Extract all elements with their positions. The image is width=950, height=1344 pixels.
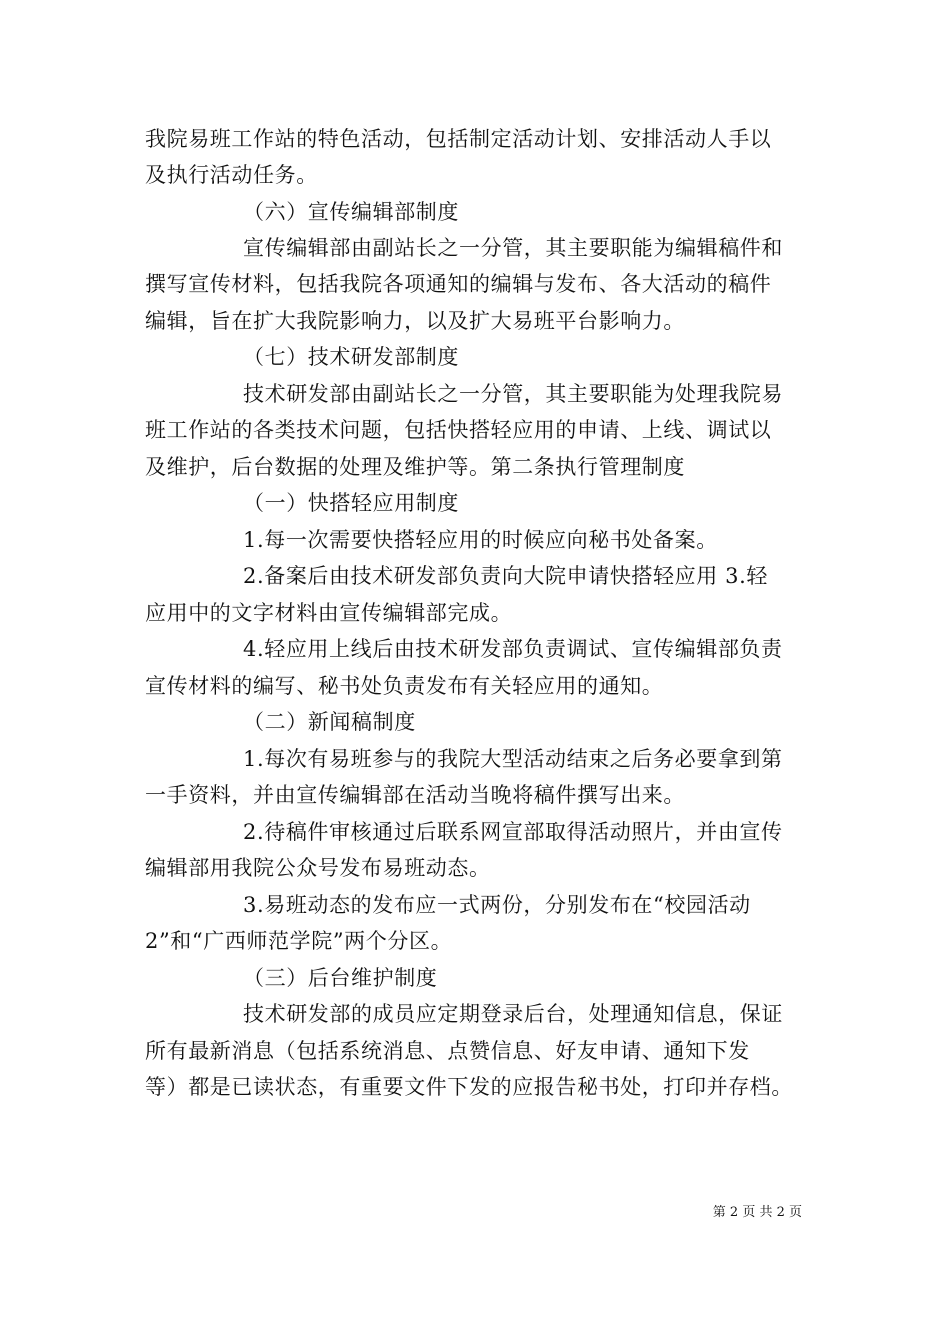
text-line: 2.备案后由技术研发部负责向大院申请快搭轻应用 3.轻 bbox=[243, 564, 768, 588]
section-heading: （六）宣传编辑部制度 bbox=[243, 200, 459, 224]
text-line: 技术研发部由副站长之一分管，其主要职能为处理我院易 bbox=[243, 382, 783, 406]
text-line: 宣传材料的编写、秘书处负责发布有关轻应用的通知。 bbox=[145, 674, 664, 698]
text-line: 4.轻应用上线后由技术研发部负责调试、宣传编辑部负责 bbox=[243, 637, 783, 661]
text-line: 我院易班工作站的特色活动，包括制定活动计划、安排活动人手以 bbox=[145, 127, 772, 151]
text-line: 编辑，旨在扩大我院影响力，以及扩大易班平台影响力。 bbox=[145, 309, 685, 333]
text-line: 及执行活动任务。 bbox=[145, 163, 318, 187]
text-line: 撰写宣传材料，包括我院各项通知的编辑与发布、各大活动的稿件 bbox=[145, 272, 772, 296]
text-line: 1.每次有易班参与的我院大型活动结束之后务必要拿到第 bbox=[243, 747, 783, 771]
text-line: 及维护，后台数据的处理及维护等。第二条执行管理制度 bbox=[145, 455, 685, 479]
text-line: 1.每一次需要快搭轻应用的时候应向秘书处备案。 bbox=[243, 528, 718, 552]
section-heading: （七）技术研发部制度 bbox=[243, 345, 459, 369]
text-line: 2.待稿件审核通过后联系网宣部取得活动照片，并由宣传 bbox=[243, 820, 783, 844]
text-line: 等）都是已读状态，有重要文件下发的应报告秘书处，打印并存档。 bbox=[145, 1075, 793, 1099]
page-number-footer: 第 2 页 共 2 页 bbox=[712, 1205, 802, 1220]
section-heading: （三）后台维护制度 bbox=[243, 966, 438, 990]
text-line: 班工作站的各类技术问题，包括快搭轻应用的申请、上线、调试以 bbox=[145, 418, 772, 442]
text-line: 编辑部用我院公众号发布易班动态。 bbox=[145, 856, 491, 880]
text-line: 3.易班动态的发布应一式两份，分别发布在“校园活动 bbox=[243, 893, 751, 917]
section-heading: （二）新闻稿制度 bbox=[243, 710, 416, 734]
text-line: 2”和“广西师范学院”两个分区。 bbox=[145, 929, 453, 953]
text-line: 所有最新消息（包括系统消息、点赞信息、好友申请、通知下发 bbox=[145, 1039, 750, 1063]
section-heading: （一）快搭轻应用制度 bbox=[243, 491, 459, 515]
text-line: 应用中的文字材料由宣传编辑部完成。 bbox=[145, 601, 513, 625]
text-line: 宣传编辑部由副站长之一分管，其主要职能为编辑稿件和 bbox=[243, 236, 783, 260]
text-line: 一手资料，并由宣传编辑部在活动当晚将稿件撰写出来。 bbox=[145, 783, 685, 807]
text-line: 技术研发部的成员应定期登录后台，处理通知信息，保证 bbox=[243, 1002, 783, 1026]
